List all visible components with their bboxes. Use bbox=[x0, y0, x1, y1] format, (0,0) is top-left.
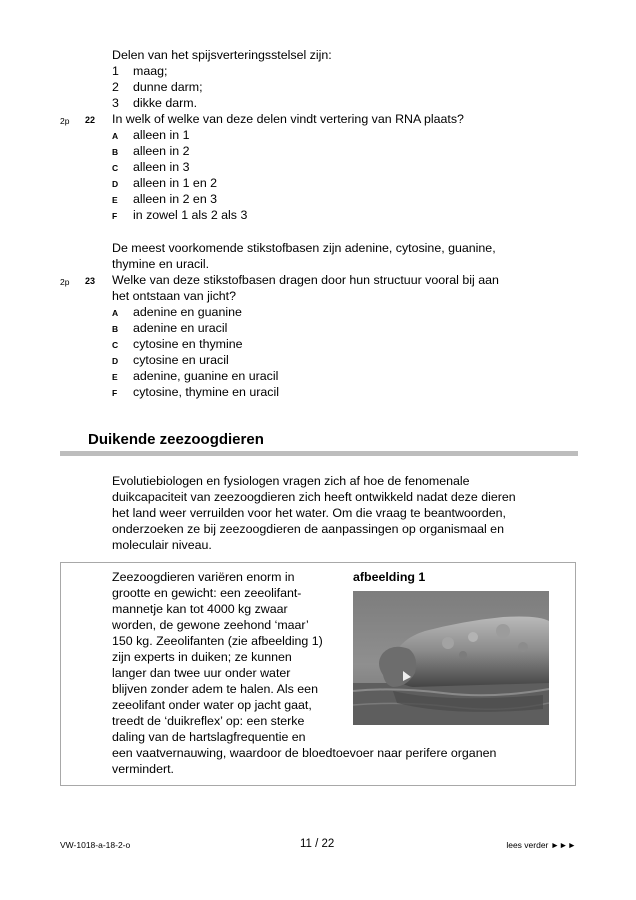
q22-points: 2p bbox=[60, 116, 70, 126]
q22-option-text: alleen in 2 bbox=[133, 144, 190, 158]
q22-option-letter: C bbox=[112, 163, 119, 173]
q23-option-letter: E bbox=[112, 372, 118, 382]
section-title: Duikende zeezoogdieren bbox=[88, 431, 264, 448]
q22-option-letter: A bbox=[112, 131, 119, 141]
q23-question-line: het ontstaan van jicht? bbox=[112, 289, 236, 303]
figure-label: afbeelding 1 bbox=[353, 570, 426, 584]
part-number: 3 bbox=[112, 96, 119, 110]
box-text-line: mannetje kan tot 4000 kg zwaar bbox=[112, 602, 288, 616]
elephant-seal-photo bbox=[353, 591, 549, 725]
box-text-line: grootte en gewicht: een zeeolifant- bbox=[112, 586, 302, 600]
q22-number: 22 bbox=[85, 115, 96, 125]
part-number: 1 bbox=[112, 64, 119, 78]
box-text-line: zeeolifant onder water op jacht gaat, bbox=[112, 698, 312, 712]
box-text-line: daling van de hartslagfrequentie en bbox=[112, 730, 306, 744]
q23-option-letter: B bbox=[112, 324, 119, 334]
part-text: dikke darm. bbox=[133, 96, 198, 110]
intro-q22: Delen van het spijsverteringsstelsel zijn: bbox=[112, 48, 332, 62]
q22-option-text: alleen in 1 en 2 bbox=[133, 176, 218, 190]
footer-continue: lees verder ►►► bbox=[506, 840, 576, 850]
q23-option-letter: D bbox=[112, 356, 119, 366]
part-text: maag; bbox=[133, 64, 168, 78]
q23-option-text: cytosine en uracil bbox=[133, 353, 229, 367]
box-text-line: langer dan twee uur onder water bbox=[112, 666, 291, 680]
part-number: 2 bbox=[112, 80, 119, 94]
q23-option-text: adenine, guanine en uracil bbox=[133, 369, 279, 383]
box-text-line: treedt de ‘duikreflex’ op: een sterke bbox=[112, 714, 305, 728]
box-text-line: Zeezoogdieren variëren enorm in bbox=[112, 570, 295, 584]
box-text-line: zijn experts in duiken; ze kunnen bbox=[112, 650, 292, 664]
q22-option-letter: E bbox=[112, 195, 118, 205]
section-intro-line: Evolutiebiologen en fysiologen vragen zich af hoe de fenomenale bbox=[112, 474, 470, 488]
q23-option-text: adenine en uracil bbox=[133, 321, 228, 335]
box-text-line: vermindert. bbox=[112, 762, 174, 776]
box-text-line: blijven zonder adem te halen. Als een bbox=[112, 682, 318, 696]
q22-option-text: alleen in 3 bbox=[133, 160, 190, 174]
q23-option-letter: C bbox=[112, 340, 119, 350]
part-text: dunne darm; bbox=[133, 80, 203, 94]
q23-option-text: cytosine, thymine en uracil bbox=[133, 385, 280, 399]
section-intro-line: duikcapaciteit van zeezoogdieren zich heeft ontwikkeld nadat deze dieren bbox=[112, 490, 516, 504]
q22-option-text: in zowel 1 als 2 als 3 bbox=[133, 208, 248, 222]
section-divider bbox=[60, 451, 578, 456]
section-intro-line: het land weer verruilden voor het water. Om die vraag te beantwoorden, bbox=[112, 506, 506, 520]
q23-question-line: Welke van deze stikstofbasen dragen door hun structuur vooral bij aan bbox=[112, 273, 499, 287]
q22-option-text: alleen in 2 en 3 bbox=[133, 192, 218, 206]
q22-option-letter: B bbox=[112, 147, 119, 157]
q22-option-text: alleen in 1 bbox=[133, 128, 190, 142]
section-intro-line: moleculair niveau. bbox=[112, 538, 212, 552]
box-text-line: 150 kg. Zeeolifanten (zie afbeelding 1) bbox=[112, 634, 323, 648]
section-intro-line: onderzoeken ze bij zeezoogdieren de aanpassingen op organismaal en bbox=[112, 522, 504, 536]
q22-option-letter: D bbox=[112, 179, 119, 189]
q23-option-text: adenine en guanine bbox=[133, 305, 242, 319]
q23-number: 23 bbox=[85, 276, 96, 286]
q22-option-letter: F bbox=[112, 211, 118, 221]
footer-page-number: 11 / 22 bbox=[300, 838, 335, 850]
q23-option-text: cytosine en thymine bbox=[133, 337, 243, 351]
q23-option-letter: F bbox=[112, 388, 118, 398]
box-text-line: worden, de gewone zeehond ‘maar’ bbox=[112, 618, 309, 632]
box-text-line: een vaatvernauwing, waardoor de bloedtoevoer naar perifere organen bbox=[112, 746, 497, 760]
intro-q23-line: De meest voorkomende stikstofbasen zijn adenine, cytosine, guanine, bbox=[112, 241, 496, 255]
q23-option-letter: A bbox=[112, 308, 119, 318]
footer-exam-code: VW-1018-a-18-2-o bbox=[60, 840, 131, 850]
q23-points: 2p bbox=[60, 277, 70, 287]
q22-question: In welk of welke van deze delen vindt vertering van RNA plaats? bbox=[112, 112, 464, 126]
intro-q23-line: thymine en uracil. bbox=[112, 257, 210, 271]
